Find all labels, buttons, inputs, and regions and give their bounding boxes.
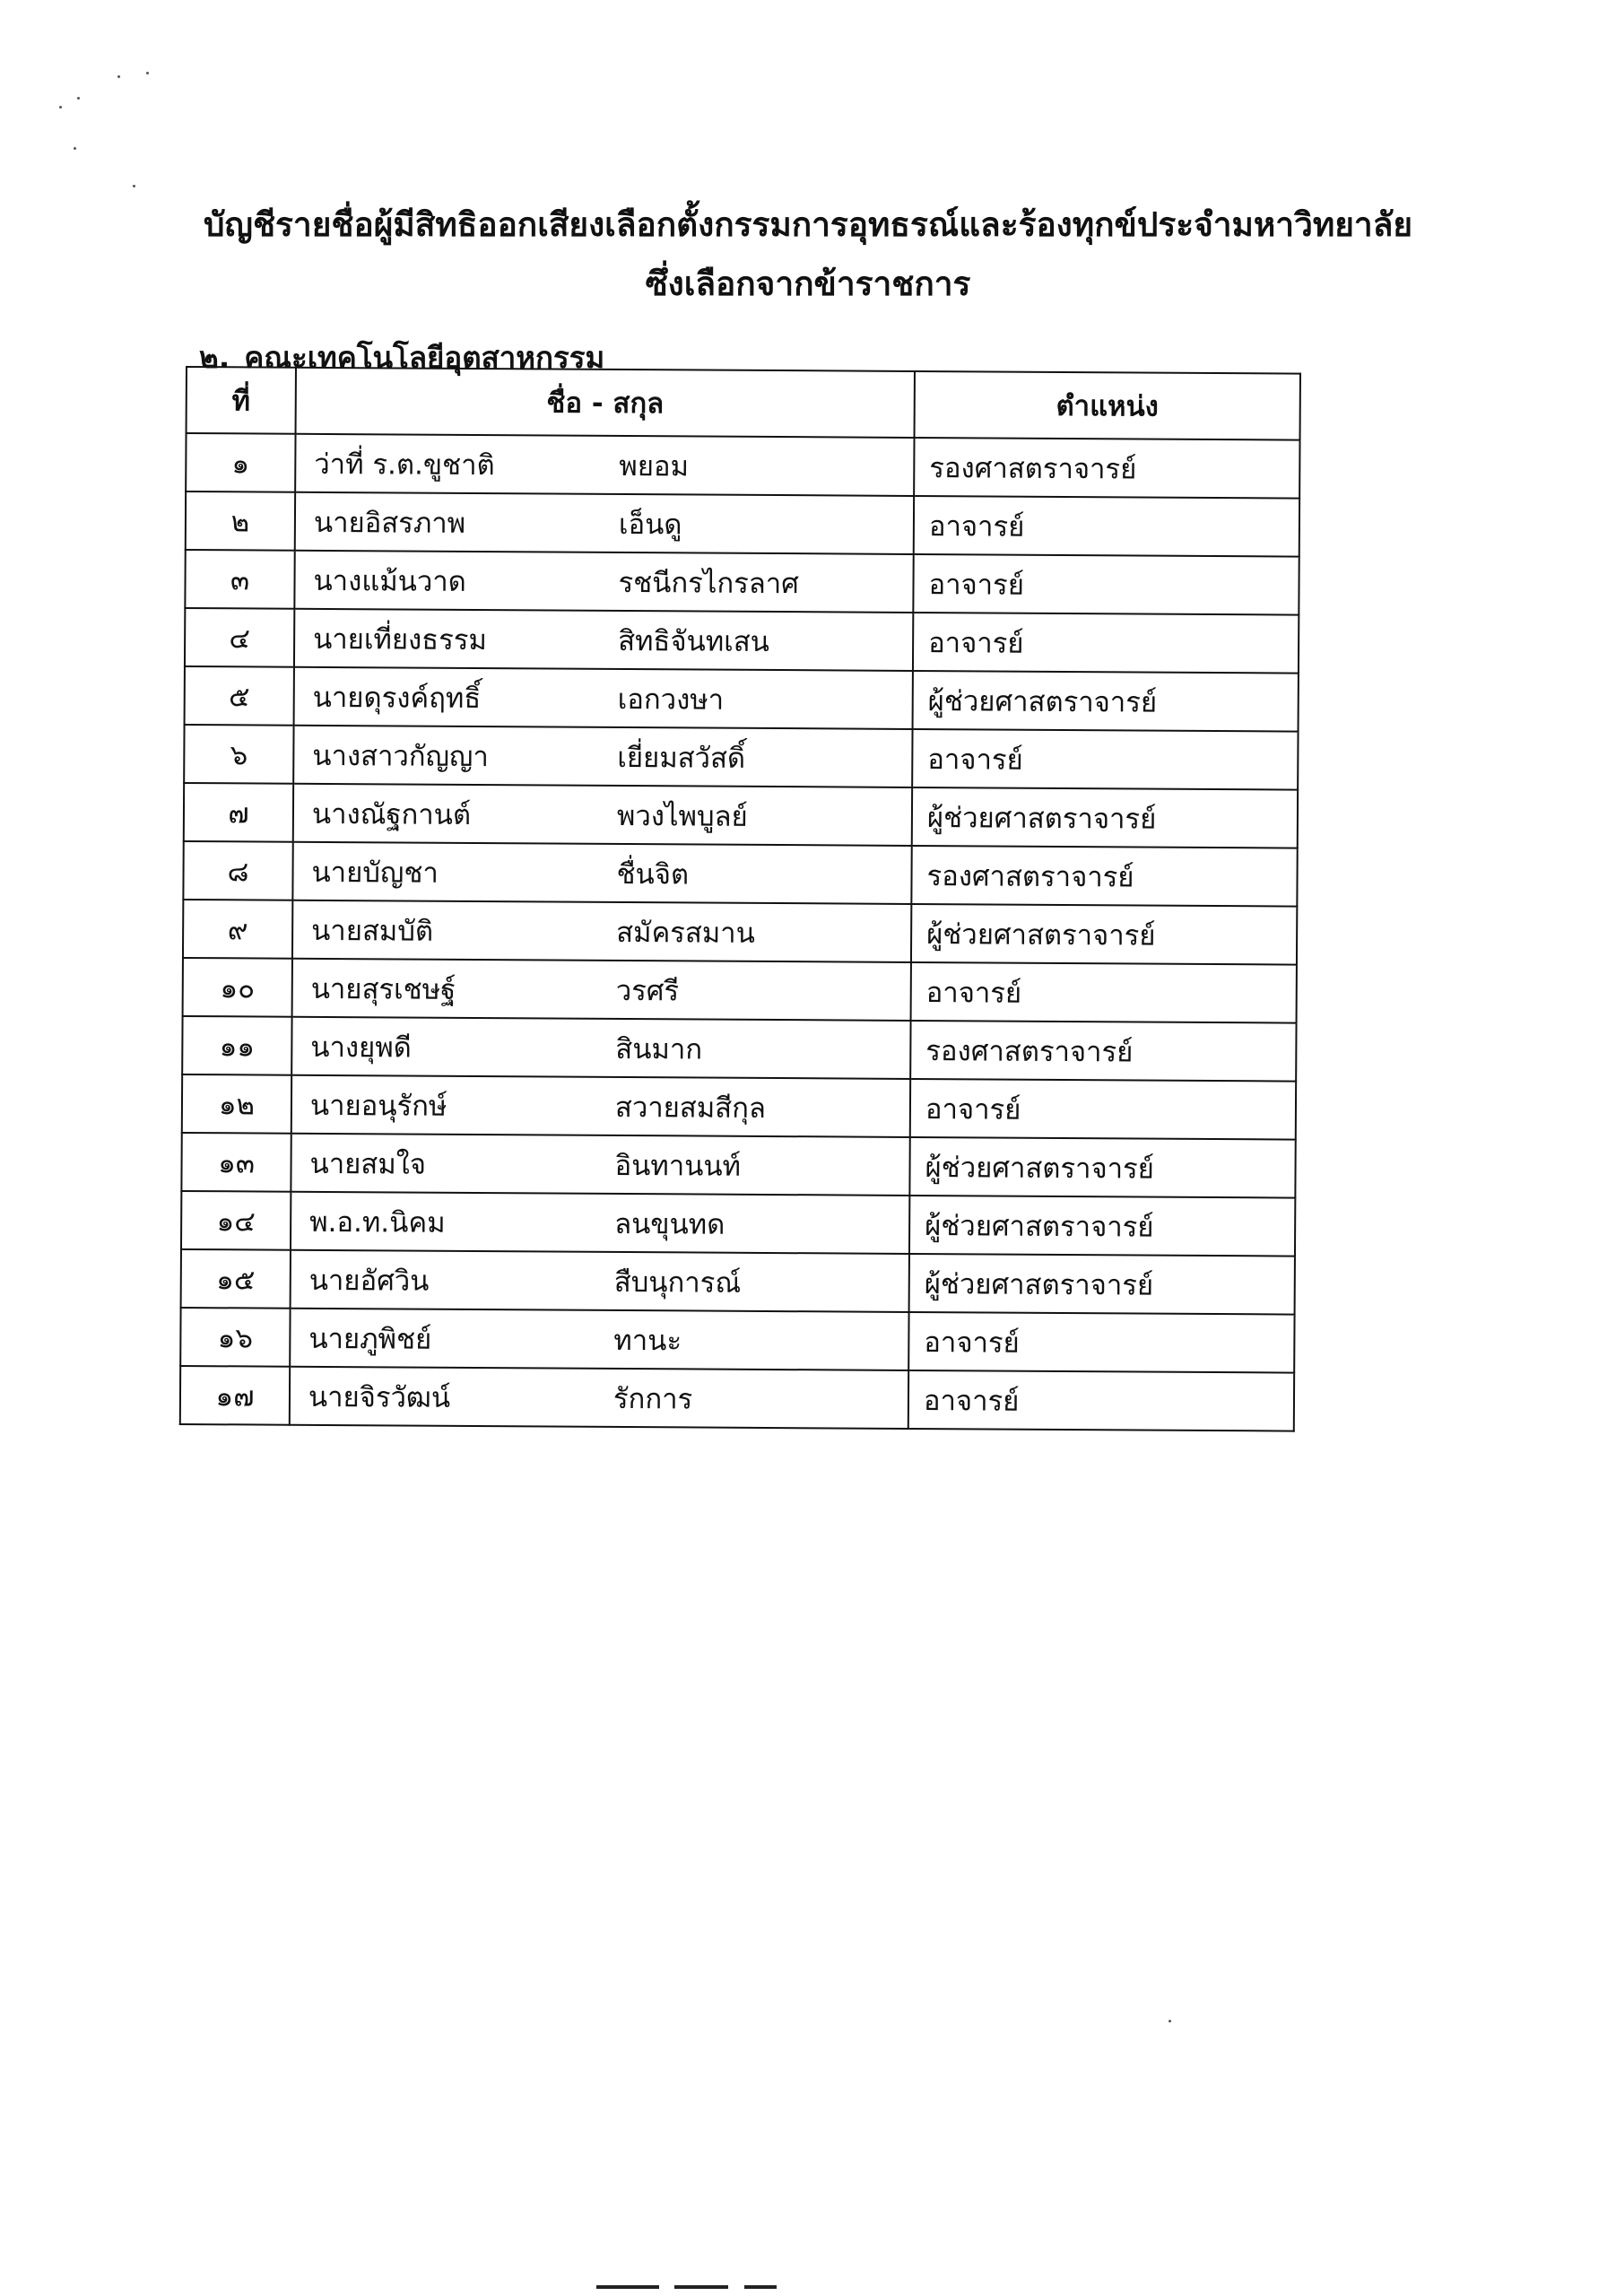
last-name: เอ็นดู xyxy=(618,508,682,541)
last-name: รชนีกรไกรลาศ xyxy=(618,566,800,600)
row-number: ๖ xyxy=(184,725,293,784)
first-name: นายอนุรักษ์ xyxy=(309,1089,447,1123)
table-row xyxy=(186,491,1299,557)
row-fullname xyxy=(295,434,914,496)
scan-speck xyxy=(117,75,120,78)
last-name: สิทธิจันทเสน xyxy=(618,624,770,658)
row-position: อาจารย์ xyxy=(911,962,1297,1023)
row-position: อาจารย์ xyxy=(908,1312,1294,1373)
row-number: ๑๒ xyxy=(182,1074,291,1134)
document-subtitle: ซึ่งเลือกจากข้าราชการ xyxy=(645,265,971,303)
row-fullname xyxy=(290,1309,908,1370)
row-number: ๑๗ xyxy=(180,1366,290,1425)
row-number: ๒ xyxy=(186,491,295,551)
last-name: วรศรี xyxy=(615,974,680,1007)
first-name: นางแม้นวาด xyxy=(313,564,466,598)
scan-mark xyxy=(674,2285,728,2289)
last-name: ชื่นจิต xyxy=(616,857,690,891)
last-name: สวายสมสีกุล xyxy=(614,1091,767,1125)
first-name: นายดุรงค์ฤทธิ์ xyxy=(312,681,482,715)
scan-speck xyxy=(74,147,76,150)
row-position: รองศาสตราจารย์ xyxy=(910,1021,1296,1082)
first-name: นายอัศวิน xyxy=(308,1264,430,1298)
table-row xyxy=(180,1308,1294,1373)
first-name: พ.อ.ท.นิคม xyxy=(309,1205,446,1239)
first-name: นายสมใจ xyxy=(309,1147,427,1181)
row-fullname xyxy=(290,1367,908,1429)
row-number: ๘ xyxy=(183,841,292,900)
table-body xyxy=(180,433,1300,1431)
row-position: ผู้ช่วยศาสตราจารย์ xyxy=(911,904,1297,965)
first-name: นายภูพิชย์ xyxy=(308,1322,432,1356)
row-number: ๑ xyxy=(186,433,295,492)
row-fullname xyxy=(291,1017,910,1079)
row-fullname xyxy=(293,726,912,787)
last-name: พวงไพบูลย์ xyxy=(616,799,748,833)
row-position: อาจารย์ xyxy=(908,1370,1294,1431)
row-fullname xyxy=(291,1250,909,1312)
first-name: นายบัญชา xyxy=(311,856,439,890)
last-name: เยี่ยมสวัสดิ์ xyxy=(617,741,746,775)
row-fullname xyxy=(294,609,913,671)
table-row xyxy=(182,1074,1296,1140)
table-row xyxy=(184,725,1298,790)
table-row xyxy=(185,666,1299,732)
header-position: ตำแหน่ง xyxy=(915,371,1300,440)
table-row xyxy=(185,550,1299,615)
table-row xyxy=(181,1191,1295,1257)
first-name: นายจิรวัฒน์ xyxy=(308,1380,451,1414)
row-number: ๑๑ xyxy=(182,1016,291,1075)
section-number: ๒. xyxy=(199,340,230,375)
row-position: ผู้ช่วยศาสตราจารย์ xyxy=(909,1137,1295,1198)
header-name: ชื่อ - สกุล xyxy=(296,368,915,438)
row-fullname xyxy=(292,900,911,962)
last-name: สินมาก xyxy=(615,1032,703,1066)
row-position: อาจารย์ xyxy=(913,554,1299,615)
row-position: อาจารย์ xyxy=(913,613,1299,674)
table-row xyxy=(181,1249,1295,1315)
row-number: ๔ xyxy=(185,608,294,667)
row-fullname xyxy=(291,1192,909,1254)
last-name: ลนขุนทด xyxy=(614,1207,725,1241)
first-name: นายอิสรภาพ xyxy=(313,506,466,540)
scan-speck xyxy=(77,97,80,100)
first-name: นายสมบัติ xyxy=(311,914,434,948)
row-position: รองศาสตราจารย์ xyxy=(914,438,1299,499)
first-name: นายสุรเชษฐ์ xyxy=(310,972,456,1006)
first-name: นายเที่ยงธรรม xyxy=(313,622,487,657)
row-position: ผู้ช่วยศาสตราจารย์ xyxy=(909,1254,1295,1315)
scan-speck xyxy=(146,72,149,74)
table-row xyxy=(186,433,1299,499)
table-row xyxy=(185,608,1299,674)
section-name: คณะเทคโนโลยีอุตสาหกรรม xyxy=(244,340,605,375)
table-row xyxy=(184,783,1298,848)
last-name: พยอม xyxy=(619,449,690,483)
document-title: บัญชีรายชื่อผู้มีสิทธิออกเสียงเลือกตั้งกรรมการอุทธรณ์และร้องทุกข์ประจำมหาวิทยาลัย xyxy=(203,205,1413,244)
table-row xyxy=(183,900,1297,965)
scan-speck xyxy=(1169,2020,1171,2022)
row-fullname xyxy=(293,784,912,846)
scan-speck xyxy=(59,106,62,109)
row-fullname xyxy=(292,959,911,1021)
table-row xyxy=(180,1366,1294,1431)
table-row xyxy=(182,1016,1296,1082)
row-number: ๑๔ xyxy=(181,1191,291,1250)
row-number: ๑๕ xyxy=(181,1249,291,1309)
row-number: ๓ xyxy=(185,550,294,609)
header-no: ที่ xyxy=(187,367,296,434)
row-position: ผู้ช่วยศาสตราจารย์ xyxy=(912,787,1298,848)
scan-speck xyxy=(133,185,135,187)
first-name: นางณัฐกานต์ xyxy=(311,797,472,831)
last-name: สืบนุการณ์ xyxy=(613,1265,742,1300)
last-name: อินทานนท์ xyxy=(614,1149,742,1183)
row-fullname xyxy=(291,1134,909,1196)
row-number: ๑๖ xyxy=(180,1308,290,1367)
row-position: อาจารย์ xyxy=(912,729,1298,790)
row-position: อาจารย์ xyxy=(914,496,1299,557)
row-fullname xyxy=(291,1075,910,1137)
scan-mark xyxy=(596,2285,659,2289)
last-name: เอกวงษา xyxy=(617,683,725,717)
last-name: สมัครสมาน xyxy=(616,916,755,950)
row-number: ๙ xyxy=(183,900,292,959)
row-fullname xyxy=(294,551,913,613)
row-number: ๑๓ xyxy=(181,1133,291,1192)
row-fullname xyxy=(295,492,914,554)
row-number: ๑๐ xyxy=(183,958,292,1017)
row-number: ๕ xyxy=(185,666,294,726)
row-number: ๗ xyxy=(184,783,293,842)
table-header-row xyxy=(187,367,1300,440)
row-fullname xyxy=(294,667,913,729)
table-row xyxy=(181,1133,1295,1198)
row-position: รองศาสตราจารย์ xyxy=(911,846,1297,907)
row-position: ผู้ช่วยศาสตราจารย์ xyxy=(913,671,1299,732)
row-position: ผู้ช่วยศาสตราจารย์ xyxy=(909,1196,1295,1257)
last-name: รักการ xyxy=(613,1382,693,1415)
first-name: ว่าที่ ร.ต.ขูชาติ xyxy=(314,448,495,482)
voter-list-table xyxy=(179,366,1301,1432)
table-row xyxy=(183,958,1297,1023)
row-position: อาจารย์ xyxy=(910,1079,1296,1140)
first-name: นางสาวกัญญา xyxy=(312,739,489,773)
row-fullname xyxy=(292,842,911,904)
table-row xyxy=(183,841,1297,907)
last-name: ทานะ xyxy=(613,1324,682,1357)
first-name: นางยุพดี xyxy=(310,1031,412,1065)
scan-mark xyxy=(744,2285,777,2289)
